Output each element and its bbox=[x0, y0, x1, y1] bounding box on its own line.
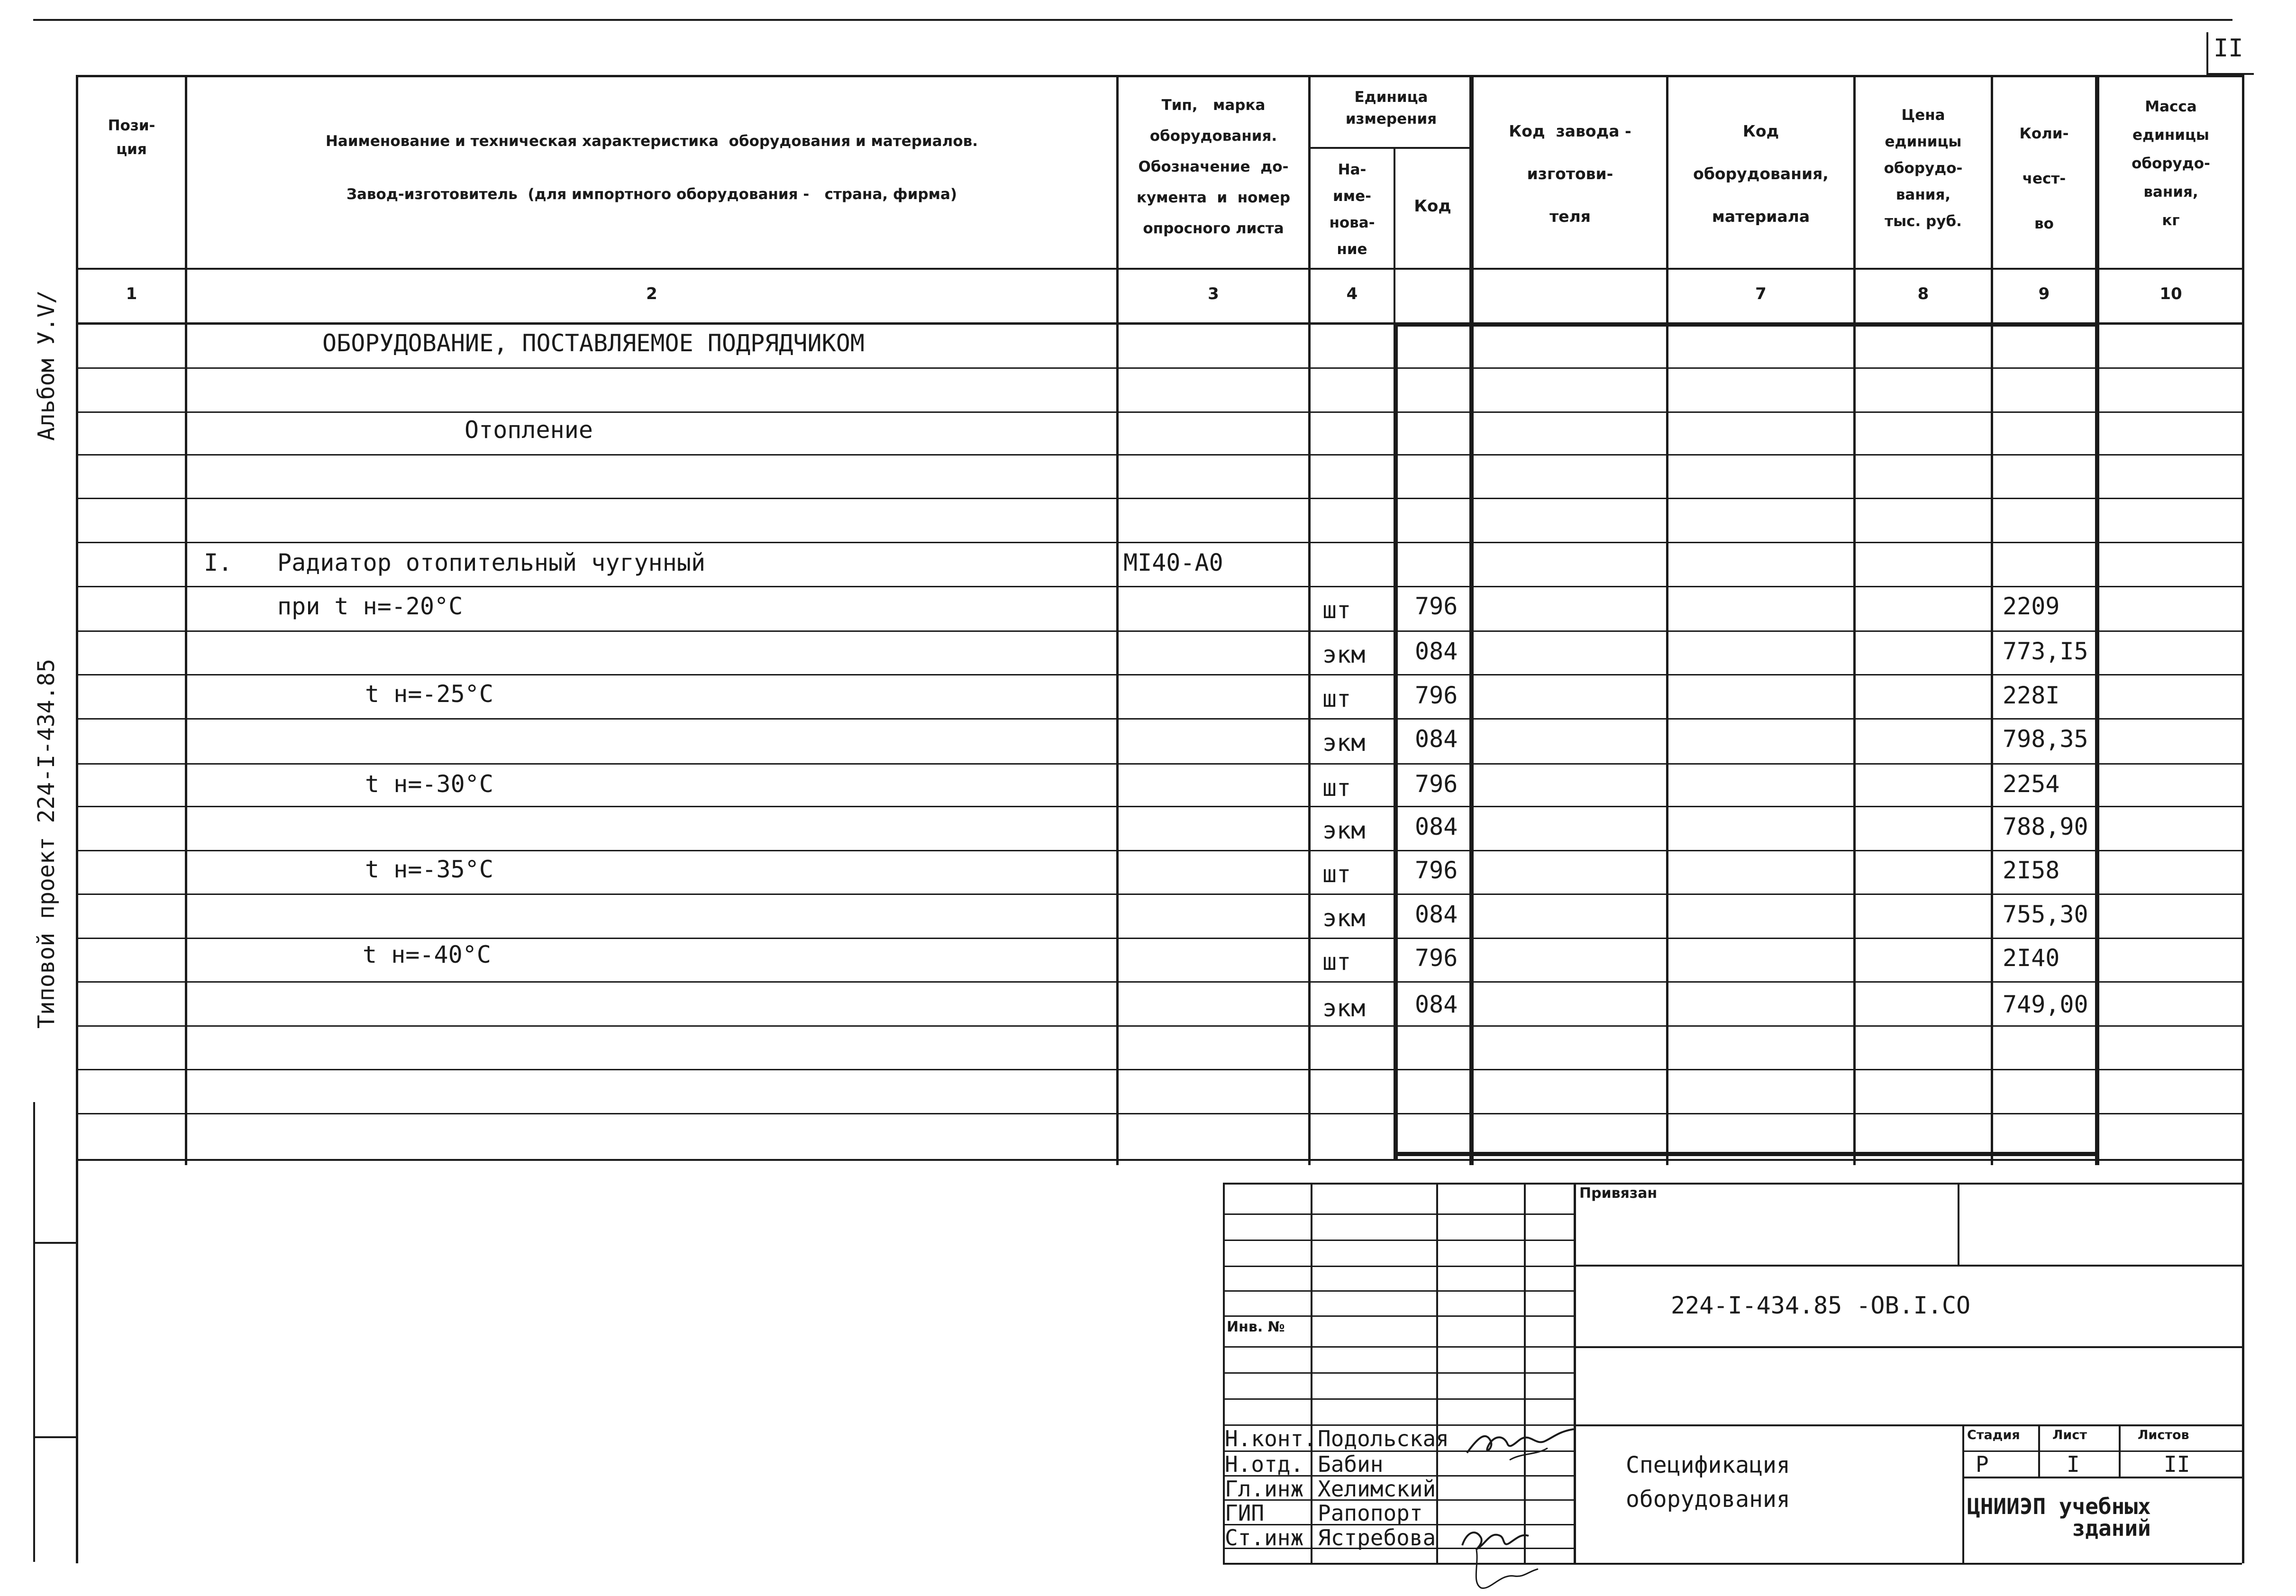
col-num-3: 3 bbox=[1208, 284, 1219, 303]
row-unit: шт bbox=[1322, 860, 1351, 888]
signer-name: Бабин bbox=[1318, 1451, 1384, 1477]
row-unit-code: 796 bbox=[1415, 593, 1458, 620]
row-temp-35: t н=-35°C bbox=[365, 856, 493, 883]
row-unit: экм bbox=[1322, 994, 1366, 1022]
signature-yastrebova bbox=[1458, 1522, 1543, 1593]
row-qty: 2I40 bbox=[2003, 944, 2060, 972]
row-unit-code: 084 bbox=[1415, 901, 1458, 928]
row-qty: 2254 bbox=[2003, 770, 2060, 798]
stage-label: Стадия bbox=[1967, 1428, 2020, 1442]
col-num-10: 10 bbox=[2159, 284, 2182, 303]
row-qty: 798,35 bbox=[2003, 725, 2088, 753]
signer-role: Гл.инж bbox=[1225, 1476, 1304, 1502]
signer-name: Рапопорт bbox=[1318, 1500, 1423, 1526]
col-num-2: 2 bbox=[646, 284, 657, 303]
row-unit-code: 796 bbox=[1415, 944, 1458, 972]
row-qty: 788,90 bbox=[2003, 813, 2088, 840]
signature-podolskaya bbox=[1465, 1427, 1578, 1465]
row-unit-code: 796 bbox=[1415, 682, 1458, 709]
row-unit: экм bbox=[1322, 904, 1366, 932]
header-mass: Масса единицы оборудо- вания, кг bbox=[2132, 98, 2210, 229]
row-unit-code: 084 bbox=[1415, 638, 1458, 665]
organization-name: ЦНИИЭП учебных зданий bbox=[1967, 1494, 2151, 1541]
header-price: Цена единицы оборудо- вания, тыс. руб. bbox=[1884, 107, 1963, 230]
row-temp-30: t н=-30°C bbox=[365, 770, 493, 798]
row-temp-20: при t н=-20°C bbox=[277, 593, 463, 620]
sheet-value: I bbox=[2067, 1451, 2080, 1477]
row-qty: 2209 bbox=[2003, 593, 2060, 620]
header-position: Пози- ция bbox=[108, 117, 155, 158]
signer-role: ГИП bbox=[1225, 1500, 1265, 1526]
signer-role: Н.конт. bbox=[1225, 1426, 1317, 1451]
signer-name: Хелимский bbox=[1318, 1476, 1436, 1502]
document-title: Спецификация оборудования bbox=[1626, 1452, 1790, 1513]
row-temp-40: t н=-40°C bbox=[363, 941, 491, 968]
sheet-corner-number: II bbox=[2214, 34, 2243, 63]
col-num-4: 4 bbox=[1346, 284, 1358, 303]
col-num-9: 9 bbox=[2038, 284, 2050, 303]
row-unit: экм bbox=[1322, 817, 1366, 844]
row-qty: 749,00 bbox=[2003, 991, 2088, 1018]
row-unit: шт bbox=[1322, 774, 1351, 802]
header-factory-code: Код завода - изготови- теля bbox=[1509, 122, 1631, 226]
sheets-value: II bbox=[2164, 1451, 2190, 1477]
row-unit-code: 796 bbox=[1415, 857, 1458, 884]
row-unit-code: 084 bbox=[1415, 991, 1458, 1018]
row-qty: 773,I5 bbox=[2003, 638, 2088, 665]
row-item-type: MI40-A0 bbox=[1123, 549, 1223, 576]
col-num-1: 1 bbox=[126, 284, 137, 303]
header-name: Наименование и техническая характеристика оборудования и материалов. Завод-изготовитель (для импортного оборудования - страна, фирма) bbox=[325, 133, 978, 203]
row-unit: экм bbox=[1322, 729, 1366, 757]
album-side-label: Альбом У.V/ bbox=[33, 290, 60, 441]
row-qty: 228I bbox=[2003, 682, 2060, 709]
signer-name: Подольская bbox=[1318, 1426, 1449, 1451]
header-equipment-code: Код оборудования, материала bbox=[1693, 122, 1829, 226]
sheets-label: Листов bbox=[2138, 1428, 2189, 1442]
header-unit-name: На- име- нова- ние bbox=[1329, 161, 1375, 258]
signer-name: Ястребова bbox=[1318, 1525, 1436, 1550]
row-unit: шт bbox=[1322, 948, 1351, 976]
row-temp-25: t н=-25°C bbox=[365, 680, 493, 708]
header-unit-group: Единица измерения bbox=[1345, 89, 1437, 128]
col-num-8: 8 bbox=[1917, 284, 1929, 303]
privyazan-label: Привязан bbox=[1579, 1185, 1658, 1202]
row-unit-code: 084 bbox=[1415, 725, 1458, 753]
row-unit: шт bbox=[1322, 685, 1351, 712]
col-num-7: 7 bbox=[1755, 284, 1767, 303]
row-unit-code: 084 bbox=[1415, 813, 1458, 840]
inventory-number-label: Инв. № bbox=[1227, 1319, 1285, 1335]
row-unit-code: 796 bbox=[1415, 770, 1458, 798]
header-unit-code: Код bbox=[1414, 197, 1451, 216]
row-unit: экм bbox=[1322, 641, 1366, 668]
header-quantity: Коли- чест- во bbox=[2019, 125, 2069, 232]
sheet-label: Лист bbox=[2052, 1428, 2087, 1442]
stage-value: Р bbox=[1976, 1451, 1989, 1477]
subsection-title: Отопление bbox=[465, 416, 593, 444]
document-code: 224-I-434.85 -ОВ.I.СО bbox=[1671, 1292, 1971, 1319]
section-title: ОБОРУДОВАНИЕ, ПОСТАВЛЯЕМОЕ ПОДРЯДЧИКОМ bbox=[322, 329, 865, 357]
row-position: I. bbox=[204, 549, 233, 576]
signer-role: Н.отд. bbox=[1225, 1451, 1304, 1477]
row-qty: 2I58 bbox=[2003, 857, 2060, 884]
signer-role: Ст.инж bbox=[1225, 1525, 1304, 1550]
header-type: Тип, марка оборудования. Обозначение до- кумента и номер опросного листа bbox=[1136, 97, 1291, 237]
row-qty: 755,30 bbox=[2003, 901, 2088, 928]
row-unit: шт bbox=[1322, 596, 1351, 624]
project-side-label: Типовой проект 224-I-434.85 bbox=[33, 658, 60, 1029]
row-item-name: Радиатор отопительный чугунный bbox=[277, 549, 706, 576]
